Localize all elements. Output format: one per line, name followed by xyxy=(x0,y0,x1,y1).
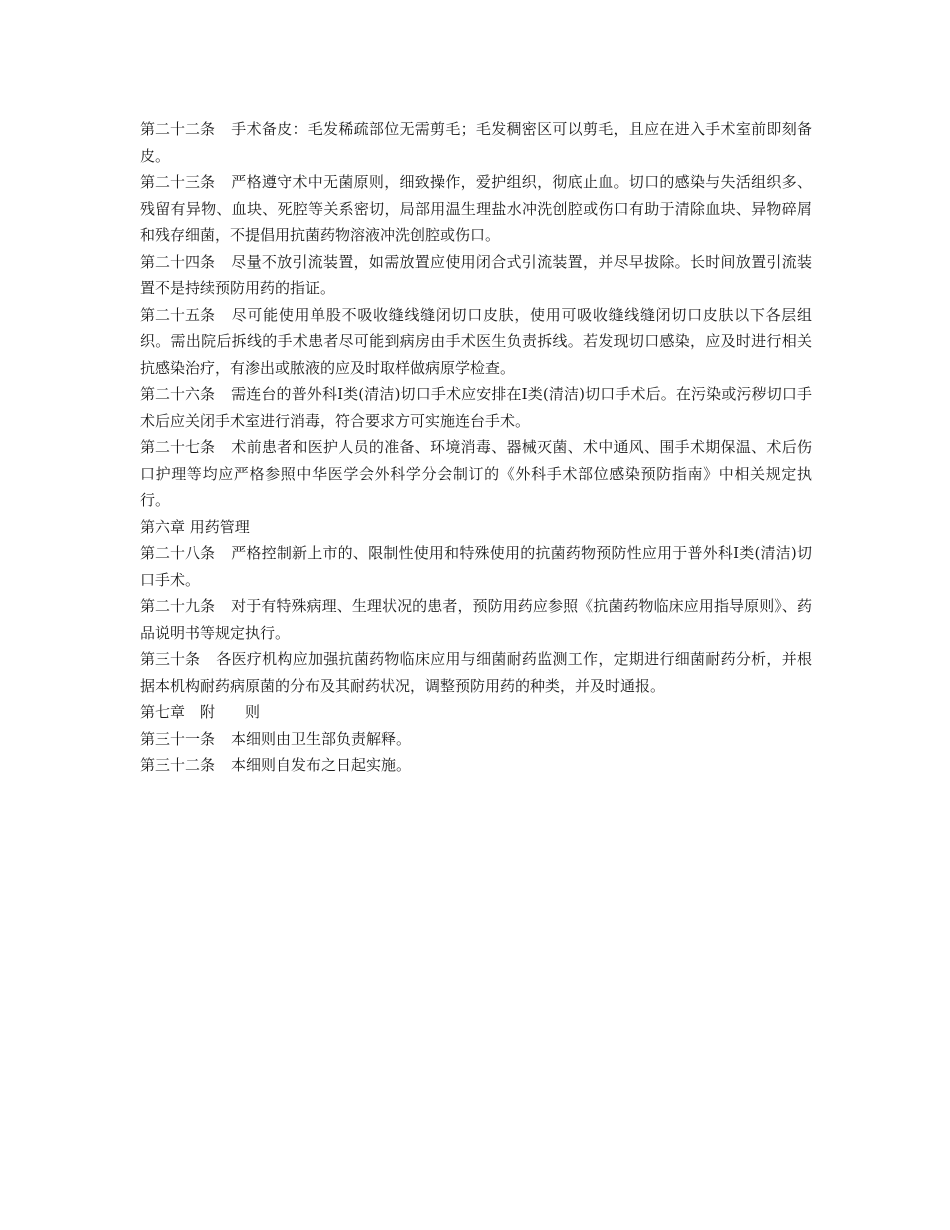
article-number: 第二十二条 xyxy=(140,120,216,138)
document-body xyxy=(140,116,812,779)
article-number: 第二十四条 xyxy=(140,252,216,271)
article-text: 对于有特殊病理、生理状况的患者，预防用药应参照《抗菌药物临床应用指导原则》、药品说明书等规定执行。 xyxy=(140,597,812,642)
article-number: 第二十六条 xyxy=(140,385,216,403)
article-text: 尽可能使用单股不吸收缝线缝闭切口皮肤，使用可吸收缝线缝闭切口皮肤以下各层组织。需出院后拆线的手术患者尽可能到病房由手术医生负责拆线。若发现切口感染，应及时进行相关抗感染治疗，有渗出或脓液的应及时取样做病原学检查。 xyxy=(140,305,812,377)
article-27 xyxy=(140,434,812,514)
article-text: 尽量不放引流装置，如需放置应使用闭合式引流装置，并尽早拔除。长时间放置引流装置不是持续预防用药的指证。 xyxy=(140,252,812,297)
article-32 xyxy=(140,752,812,779)
article-text: 需连台的普外科Ⅰ类(清洁)切口手术应安排在Ⅰ类(清洁)切口手术后。在污染或污秽切口手术后应关闭手术室进行消毒，符合要求方可实施连台手术。 xyxy=(140,385,812,430)
article-number: 第三十一条 xyxy=(140,729,216,748)
article-number: 第二十七条 xyxy=(140,438,216,456)
article-31 xyxy=(140,726,812,753)
article-26 xyxy=(140,381,812,434)
article-number: 第二十五条 xyxy=(140,305,216,324)
article-number: 第二十九条 xyxy=(140,597,216,615)
article-28 xyxy=(140,540,812,593)
article-text: 术前患者和医护人员的准备、环境消毒、器械灭菌、术中通风、围手术期保温、术后伤口护理等均应严格参照中华医学会外科学分会制订的《外科手术部位感染预防指南》中相关规定执行。 xyxy=(140,438,812,509)
article-22 xyxy=(140,116,812,169)
chapter-7-heading: 第七章 附 则 xyxy=(140,703,261,721)
article-text: 严格遵守术中无菌原则，细致操作，爱护组织，彻底止血。切口的感染与失活组织多、残留有异物、血块、死腔等关系密切，局部用温生理盐水冲洗创腔或伤口有助于清除血块、异物碎屑和残存细菌，不提倡用抗菌药物溶液冲洗创腔或伤口。 xyxy=(140,173,812,244)
article-number: 第二十八条 xyxy=(140,544,216,562)
article-30 xyxy=(140,646,812,699)
article-text: 各医疗机构应加强抗菌药物临床应用与细菌耐药监测工作，定期进行细菌耐药分析，并根据本机构耐药病原菌的分布及其耐药状况，调整预防用药的种类，并及时通报。 xyxy=(140,650,812,695)
article-24 xyxy=(140,249,812,302)
article-text: 本细则由卫生部负责解释。 xyxy=(231,729,412,748)
article-text: 手术备皮：毛发稀疏部位无需剪毛；毛发稠密区可以剪毛，且应在进入手术室前即刻备皮。 xyxy=(140,120,812,165)
article-23 xyxy=(140,169,812,249)
article-text: 本细则自发布之日起实施。 xyxy=(231,756,412,774)
article-number: 第二十三条 xyxy=(140,173,216,191)
article-number: 第三十条 xyxy=(140,650,201,668)
article-number: 第三十二条 xyxy=(140,756,216,774)
article-25 xyxy=(140,302,812,382)
article-text: 严格控制新上市的、限制性使用和特殊使用的抗菌药物预防性应用于普外科Ⅰ类(清洁)切口手术。 xyxy=(140,544,812,589)
chapter-6-heading: 第六章 用药管理 xyxy=(140,517,250,536)
article-29 xyxy=(140,593,812,646)
